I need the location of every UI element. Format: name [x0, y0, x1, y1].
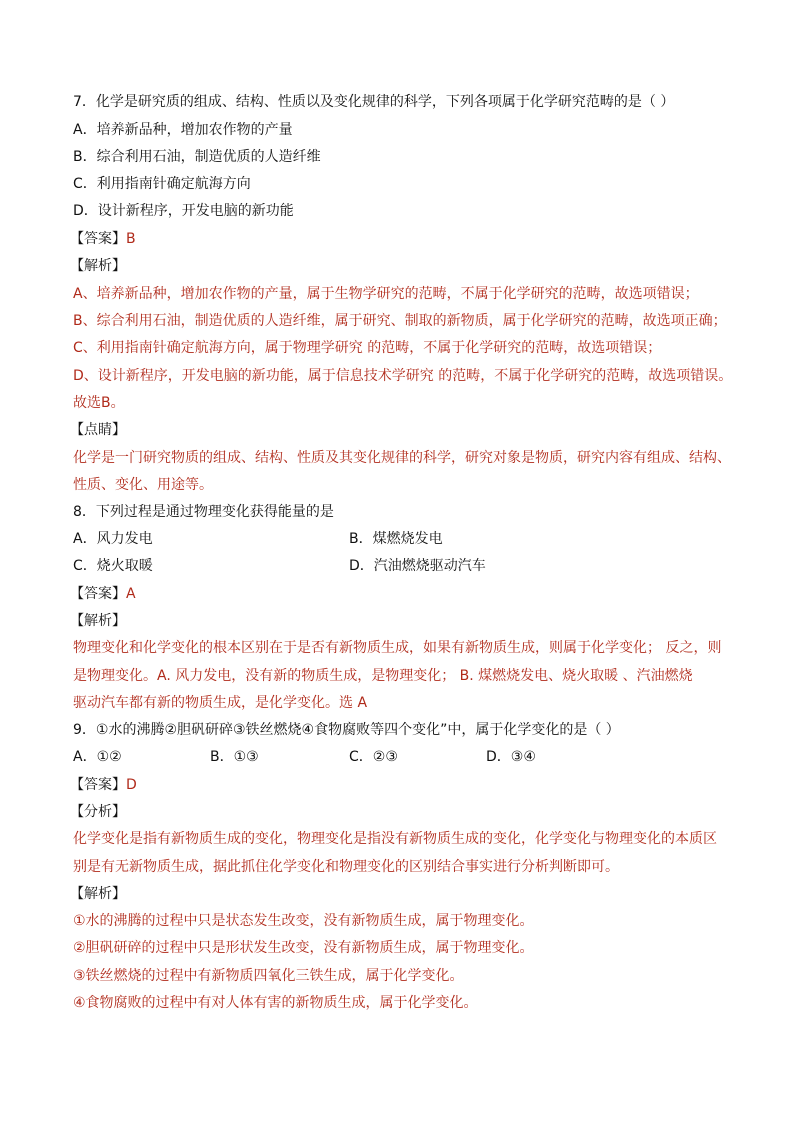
q8-option-c: C．烧火取暖	[73, 558, 153, 574]
q7-answer-value: B	[126, 231, 136, 247]
q9-fenxi-line-1: 化学变化是指有新物质生成的变化，物理变化是指没有新物质生成的变化，化学变化与物理变化的本质区	[73, 831, 717, 847]
q8-analysis-line-2: 是物理变化。A. 风力发电，没有新的物质生成，是物理变化； B. 煤燃烧发电、烧火取暖 、汽油燃烧	[73, 668, 693, 684]
q7-comment-line-1: 化学是一门研究物质的组成、结构、性质及其变化规律的科学，研究对象是物质，研究内容有组成、结构、	[73, 450, 731, 466]
q9-option-d: D．③④	[486, 749, 536, 765]
q7-answer-label: 【答案】	[70, 231, 126, 247]
q8-option-a: A．风力发电	[73, 531, 153, 547]
q7-option-b: B．综合利用石油，制造优质的人造纤维	[73, 149, 321, 165]
q9-option-c: C．②③	[349, 749, 398, 765]
q7-analysis-c: C、利用指南针确定航海方向，属于物理学研究 的范畴，不属于化学研究的范畴，故选项错误；	[73, 340, 662, 356]
q9-analysis-label: 【解析】	[70, 886, 126, 902]
q7-option-c: C．利用指南针确定航海方向	[73, 176, 251, 192]
q7-analysis-d: D、设计新程序，开发电脑的新功能，属于信息技术学研究 的范畴，不属于化学研究的范畴，故选项错误。	[73, 368, 733, 384]
q7-analysis-label: 【解析】	[70, 258, 126, 274]
q7-analysis-conclusion: 故选B。	[73, 395, 125, 411]
q8-answer-value: A	[126, 586, 136, 602]
q8-answer-label: 【答案】	[70, 586, 126, 602]
q9-answer-value: D	[126, 777, 137, 793]
q7-analysis-b: B、综合利用石油，制造优质的人造纤维，属于研究、制取的新物质，属于化学研究的范畴，故选项正确；	[73, 313, 727, 329]
q9-fenxi-line-2: 别是有无新物质生成，据此抓住化学变化和物理变化的区别结合事实进行分析判断即可。	[73, 859, 619, 875]
q7-answer-line	[70, 229, 136, 249]
q8-answer-line	[70, 584, 136, 604]
q7-analysis-a: A、培养新品种，增加农作物的产量，属于生物学研究的范畴，不属于化学研究的范畴，故选项错误；	[73, 286, 699, 302]
q8-analysis-label: 【解析】	[70, 613, 126, 629]
q9-fenxi-label: 【分析】	[70, 804, 126, 820]
q8-stem: 8．下列过程是通过物理变化获得能量的是	[73, 504, 334, 520]
q9-stem: 9．①水的沸腾②胆矾研碎③铁丝燃烧④食物腐败等四个变化”中，属于化学变化的是（ ）	[73, 722, 620, 738]
q9-option-b: B．①③	[210, 749, 259, 765]
q9-option-a: A．①②	[73, 749, 122, 765]
q9-analysis-line-2: ②胆矾研碎的过程中只是形状发生改变，没有新物质生成，属于物理变化。	[73, 940, 534, 956]
q7-comment-label: 【点睛】	[70, 422, 126, 438]
q8-option-d: D．汽油燃烧驱动汽车	[349, 558, 486, 574]
q8-analysis-line-3: 驱动汽车都有新的物质生成，是化学变化。选 A	[73, 695, 368, 711]
q9-answer-line	[70, 775, 137, 795]
q9-answer-label: 【答案】	[70, 777, 126, 793]
q7-option-d: D．设计新程序，开发电脑的新功能	[73, 203, 294, 219]
q8-analysis-line-1: 物理变化和化学变化的根本区别在于是否有新物质生成，如果有新物质生成，则属于化学变化； 反之，则	[73, 640, 722, 656]
q9-analysis-line-1: ①水的沸腾的过程中只是状态发生改变，没有新物质生成，属于物理变化。	[73, 913, 534, 929]
q9-analysis-line-4: ④食物腐败的过程中有对人体有害的新物质生成，属于化学变化。	[73, 995, 478, 1011]
q7-option-a: A．培养新品种，增加农作物的产量	[73, 122, 293, 138]
q7-comment-line-2: 性质、变化、用途等。	[73, 477, 213, 493]
q9-analysis-line-3: ③铁丝燃烧的过程中有新物质四氧化三铁生成，属于化学变化。	[73, 968, 464, 984]
q8-option-b: B．煤燃烧发电	[349, 531, 443, 547]
q7-stem: 7．化学是研究质的组成、结构、性质以及变化规律的科学，下列各项属于化学研究范畴的是（ ）	[73, 94, 675, 110]
